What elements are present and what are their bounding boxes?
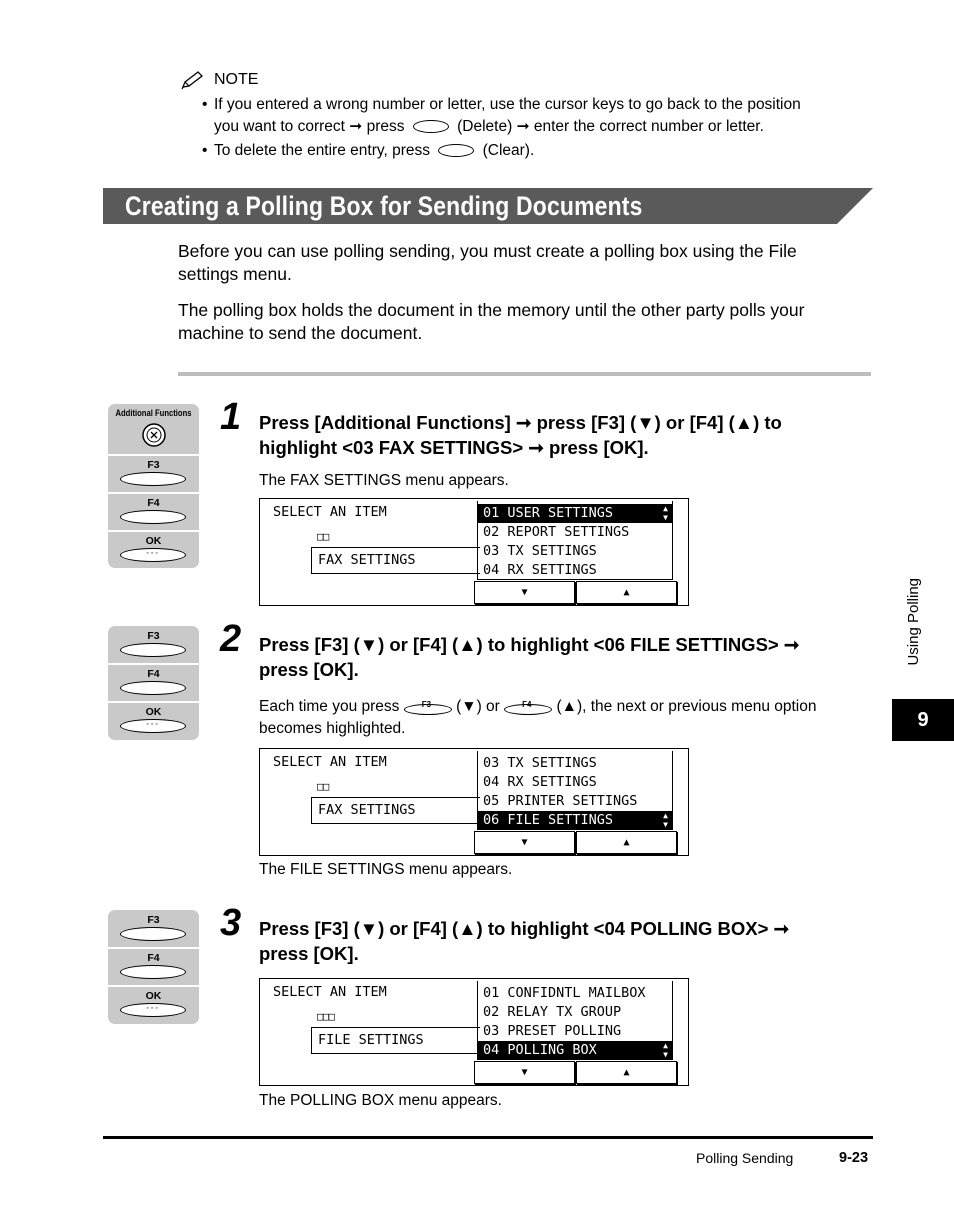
clear-key-icon — [438, 144, 474, 157]
lcd-down-button[interactable]: ▼ — [474, 1061, 575, 1084]
ok-label: OK — [145, 535, 162, 547]
additional-functions-key-icon — [141, 422, 167, 448]
step2-instruction: Press [F3] (▼) or [F4] (▲) to highlight <06 FILE SETTINGS> ➞ press [OK]. — [259, 634, 800, 680]
step1-caption: The FAX SETTINGS menu appears. — [259, 472, 509, 489]
delete-key-icon — [413, 120, 449, 133]
f3-label: F3 — [147, 459, 160, 471]
step1-instruction: Press [Additional Functions] ➞ press [F3] (▼) or [F4] (▲) to highlight <03 FAX SETTINGS> ➞ press [OK]. — [259, 412, 782, 458]
f3-key[interactable] — [120, 927, 186, 941]
lcd-menu-row[interactable]: 02 RELAY TX GROUP — [483, 1004, 622, 1020]
lcd-up-button[interactable]: ▲ — [576, 1061, 677, 1084]
lcd-menu-row[interactable]: 03 TX SETTINGS — [483, 543, 597, 559]
lcd-menu-row[interactable]: 05 PRINTER SETTINGS — [483, 793, 638, 809]
additional-functions-label: Additional Functions — [115, 408, 192, 418]
chapter-side-label: Using Polling — [905, 578, 922, 666]
lcd-menu-row[interactable]: 04 RX SETTINGS — [483, 562, 597, 578]
step-number: 2 — [220, 618, 242, 660]
step2-key-panel: F3 F4 OK ◦◦◦ — [108, 626, 199, 740]
lcd-down-button[interactable]: ▼ — [474, 831, 575, 854]
step2-caption: Each time you press F3 (▼) or F4 (▲), the next or previous menu option becomes highlighted. — [259, 698, 817, 737]
f4-key[interactable] — [120, 681, 186, 695]
step2-result-caption: The FILE SETTINGS menu appears. — [259, 861, 513, 878]
arrow-icon: ➞ — [516, 118, 530, 135]
pencil-icon — [180, 70, 206, 90]
lcd-menu-row[interactable]: 04 POLLING BOX ▲ ▼ — [478, 1041, 672, 1060]
chapter-tab: 9 — [892, 699, 954, 741]
intro-paragraph-2: The polling box holds the document in the memory until the other party polls your machine to send the document. — [178, 300, 805, 343]
lcd-up-button[interactable]: ▲ — [576, 831, 677, 854]
lcd-menu-row[interactable]: 03 PRESET POLLING — [483, 1023, 622, 1039]
arrow-icon: ➞ — [349, 118, 363, 135]
lcd-menu-row[interactable]: 04 RX SETTINGS — [483, 774, 597, 790]
lcd-menu-row[interactable]: 03 TX SETTINGS — [483, 755, 597, 771]
lcd-screen-1: SELECT AN ITEM □□ FAX SETTINGS 01 USER SETTINGS ▲ ▼ 02 REPORT SETTINGS 03 TX SETTINGS 04 RX SETTINGS ▼ ▲ — [259, 498, 689, 606]
lcd-menu-row[interactable]: 01 CONFIDNTL MAILBOX — [483, 985, 646, 1001]
note-title: NOTE — [214, 71, 259, 88]
step3-instruction: Press [F3] (▼) or [F4] (▲) to highlight <04 POLLING BOX> ➞ press [OK]. — [259, 918, 790, 964]
note-item-1: • If you entered a wrong number or letter, use the cursor keys to go back to the position you want to correct ➞ press (Delete) ➞ enter the correct number or letter. — [202, 96, 801, 135]
note-item-2: • To delete the entire entry, press (Clear). — [214, 140, 864, 162]
page-number: 9-23 — [839, 1150, 869, 1166]
bullet: • — [202, 142, 208, 159]
lcd-down-button[interactable]: ▼ — [474, 581, 575, 604]
f3-key-icon: F3 — [404, 700, 452, 714]
note-heading — [180, 70, 258, 90]
step1-key-panel — [108, 404, 199, 568]
lcd-menu-list — [477, 981, 673, 1060]
lcd-up-button[interactable]: ▲ — [576, 581, 677, 604]
lcd-menu-list — [477, 501, 673, 580]
step3-result-caption: The POLLING BOX menu appears. — [259, 1092, 502, 1109]
ok-key[interactable]: ◦◦◦ — [120, 719, 186, 733]
intro-paragraph-1: Before you can use polling sending, you must create a polling box using the File settings menu. — [178, 241, 797, 284]
f4-key[interactable] — [120, 965, 186, 979]
ok-key[interactable]: ◦◦◦ — [120, 1003, 186, 1017]
divider — [178, 372, 871, 376]
f4-key-icon: F4 — [504, 700, 552, 714]
lcd-screen-2: SELECT AN ITEM □□ FAX SETTINGS 03 TX SETTINGS 04 RX SETTINGS 05 PRINTER SETTINGS 06 FILE SETTINGS ▲ ▼ ▼ ▲ — [259, 748, 689, 856]
f3-key[interactable] — [120, 472, 186, 486]
lcd-screen-3: SELECT AN ITEM □□□ FILE SETTINGS 01 CONFIDNTL MAILBOX 02 RELAY TX GROUP 03 PRESET POLLING 04 POLLING BOX ▲ ▼ ▼ ▲ — [259, 978, 689, 1086]
step-number: 3 — [220, 902, 242, 944]
section-title: Creating a Polling Box for Sending Documents — [125, 191, 643, 221]
f4-key[interactable] — [120, 510, 186, 524]
f4-label: F4 — [147, 497, 160, 509]
f3-key[interactable] — [120, 643, 186, 657]
ok-key[interactable]: ◦◦◦ — [120, 548, 186, 562]
bullet: • — [202, 96, 208, 113]
lcd-menu-list — [477, 751, 673, 830]
step-number: 1 — [220, 396, 242, 438]
lcd-menu-row[interactable]: 01 USER SETTINGS ▲ ▼ — [478, 504, 672, 523]
step3-key-panel: F3 F4 OK ◦◦◦ — [108, 910, 199, 1024]
footer-section: Polling Sending — [696, 1150, 794, 1166]
lcd-menu-row[interactable]: 02 REPORT SETTINGS — [483, 524, 630, 540]
footer-rule — [103, 1136, 873, 1139]
lcd-menu-row[interactable]: 06 FILE SETTINGS ▲ ▼ — [478, 811, 672, 830]
